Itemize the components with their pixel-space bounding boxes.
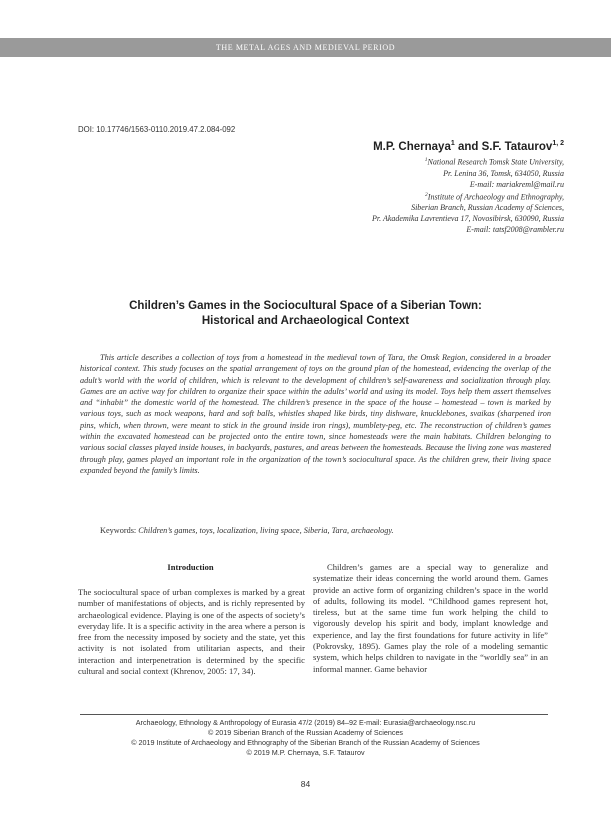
- author-2-affil-mark: 1, 2: [552, 140, 564, 147]
- keywords-label: Keywords:: [100, 526, 139, 535]
- affil-1-email: E-mail: mariakreml@mail.ru: [469, 179, 564, 189]
- copyright-iae: © 2019 Institute of Archaeology and Ethnography of the Siberian Branch of the Russian Academy of Sciences: [131, 738, 480, 747]
- affil-2-branch: Siberian Branch, Russian Academy of Sciences,: [411, 203, 564, 213]
- introduction-heading: Introduction: [167, 562, 214, 572]
- author-1: M.P. Chernaya: [373, 140, 451, 153]
- affil-2-mark: 2: [425, 191, 428, 198]
- title-line-1: Children’s Games in the Sociocultural Space of a Siberian Town:: [129, 300, 482, 312]
- author-line: [373, 140, 564, 153]
- affil-2-address: Pr. Akademika Lavrentieva 17, Novosibirsk, 630090, Russia: [372, 214, 564, 224]
- intro-left-column: The sociocultural space of urban complexes is marked by a great number of manifestations of objects, and is richly represented by archaeological evidence. Playing is one of the aspects of society’s everyday life. It is a specific activity in the area where a person is free from the necessity imposed by society and the state, yet this activity is not isolated from utilitarian aspects, and their interaction and interpenetration is determined by the specific cultural and social context (Khrenov, 2005: 17, 34).: [78, 587, 305, 677]
- author-2: and S.F. Tataurov: [454, 140, 553, 153]
- abstract: This article describes a collection of toys from a homestead in the medieval town of Tara, the Omsk Region, considered in a broader historical context. This study focuses on the spatial arrangement of toys on the ground plan of the homestead, evidencing the overlap of the adult’s world with the world of children, which is relevant to the development of children’s self-awareness and socialization through play. Games are an active way for children to organize their space within the adults’ world and using its model. Toys help them assert themselves and “inhabit” the domestic world of the homestead. The children’s presence in the space of the house – homestead – town is marked by various toys, such as mock weapons, hard and soft balls, whistles shaped like birds, tiny dishware, knucklebones, svaikas (sharpened iron pins, which, when thrown, were meant to stick in the ground inside iron rings), mumblety-peg, etc. The reconstruction of children’s games within the excavated homestead can be projected onto the entire town, since homesteads were the main habitats. Children belonging to various social classes played inside houses, in backyards, pastures, and areas between the homesteads. Because the living zone was mastered through play, games played an important role in the organization of the town’s sociocultural space. As the children grew, their living space expanded beyond the family’s limits.: [80, 353, 551, 475]
- title-line-2: Historical and Archaeological Context: [201, 314, 410, 327]
- keywords-text: Children’s games, toys, localization, living space, Siberia, Tara, archaeology.: [138, 526, 394, 535]
- section-header-band: [0, 38, 611, 57]
- copyright-authors: © 2019 M.P. Chernaya, S.F. Tataurov: [246, 748, 365, 757]
- keywords: [100, 526, 551, 535]
- footer-divider: [80, 714, 548, 715]
- author-1-affil-mark: 1: [450, 140, 455, 147]
- journal-footer: [60, 718, 551, 758]
- copyright-sb-ras: © 2019 Siberian Branch of the Russian Academy of Sciences: [207, 728, 404, 737]
- affil-1-mark: 1: [424, 157, 428, 163]
- intro-right-column: Children’s games are a special way to generalize and systematize their ideas concerning the world around them. Games provide an active form of organizing children’s space in the world of adults, following its model. “Childhood games represent hot, tireless, but at the same time fun work helping the child to vigorously develop his spirit and body, implant knowledge and experience, and lay the first foundations for future activity in life” (Pokrovsky, 1895). Games play the role of a modeling semantic system, which helps children to navigate in the “worldly sea” in an informal manner. Game behavior: [313, 562, 548, 674]
- affil-1-name: National Research Tomsk State University,: [427, 157, 564, 167]
- affil-1-address: Pr. Lenina 36, Tomsk, 634050, Russia: [443, 168, 564, 178]
- affil-2-email: E-mail: tatsf2008@rambler.ru: [466, 225, 564, 235]
- affil-2-name: Institute of Archaeology and Ethnography,: [427, 192, 564, 202]
- journal-info-line: Archaeology, Ethnology & Anthropology of Eurasia 47/2 (2019) 84–92 E-mail: Eurasia@archaeology.nsc.ru: [135, 718, 476, 727]
- doi: DOI: 10.17746/1563-0110.2019.47.2.084-092: [78, 125, 236, 134]
- section-title: THE METAL AGES AND MEDIEVAL PERIOD: [215, 43, 396, 52]
- page-number: 84: [300, 779, 311, 789]
- affiliations: [184, 155, 564, 235]
- paper-title: [60, 299, 551, 328]
